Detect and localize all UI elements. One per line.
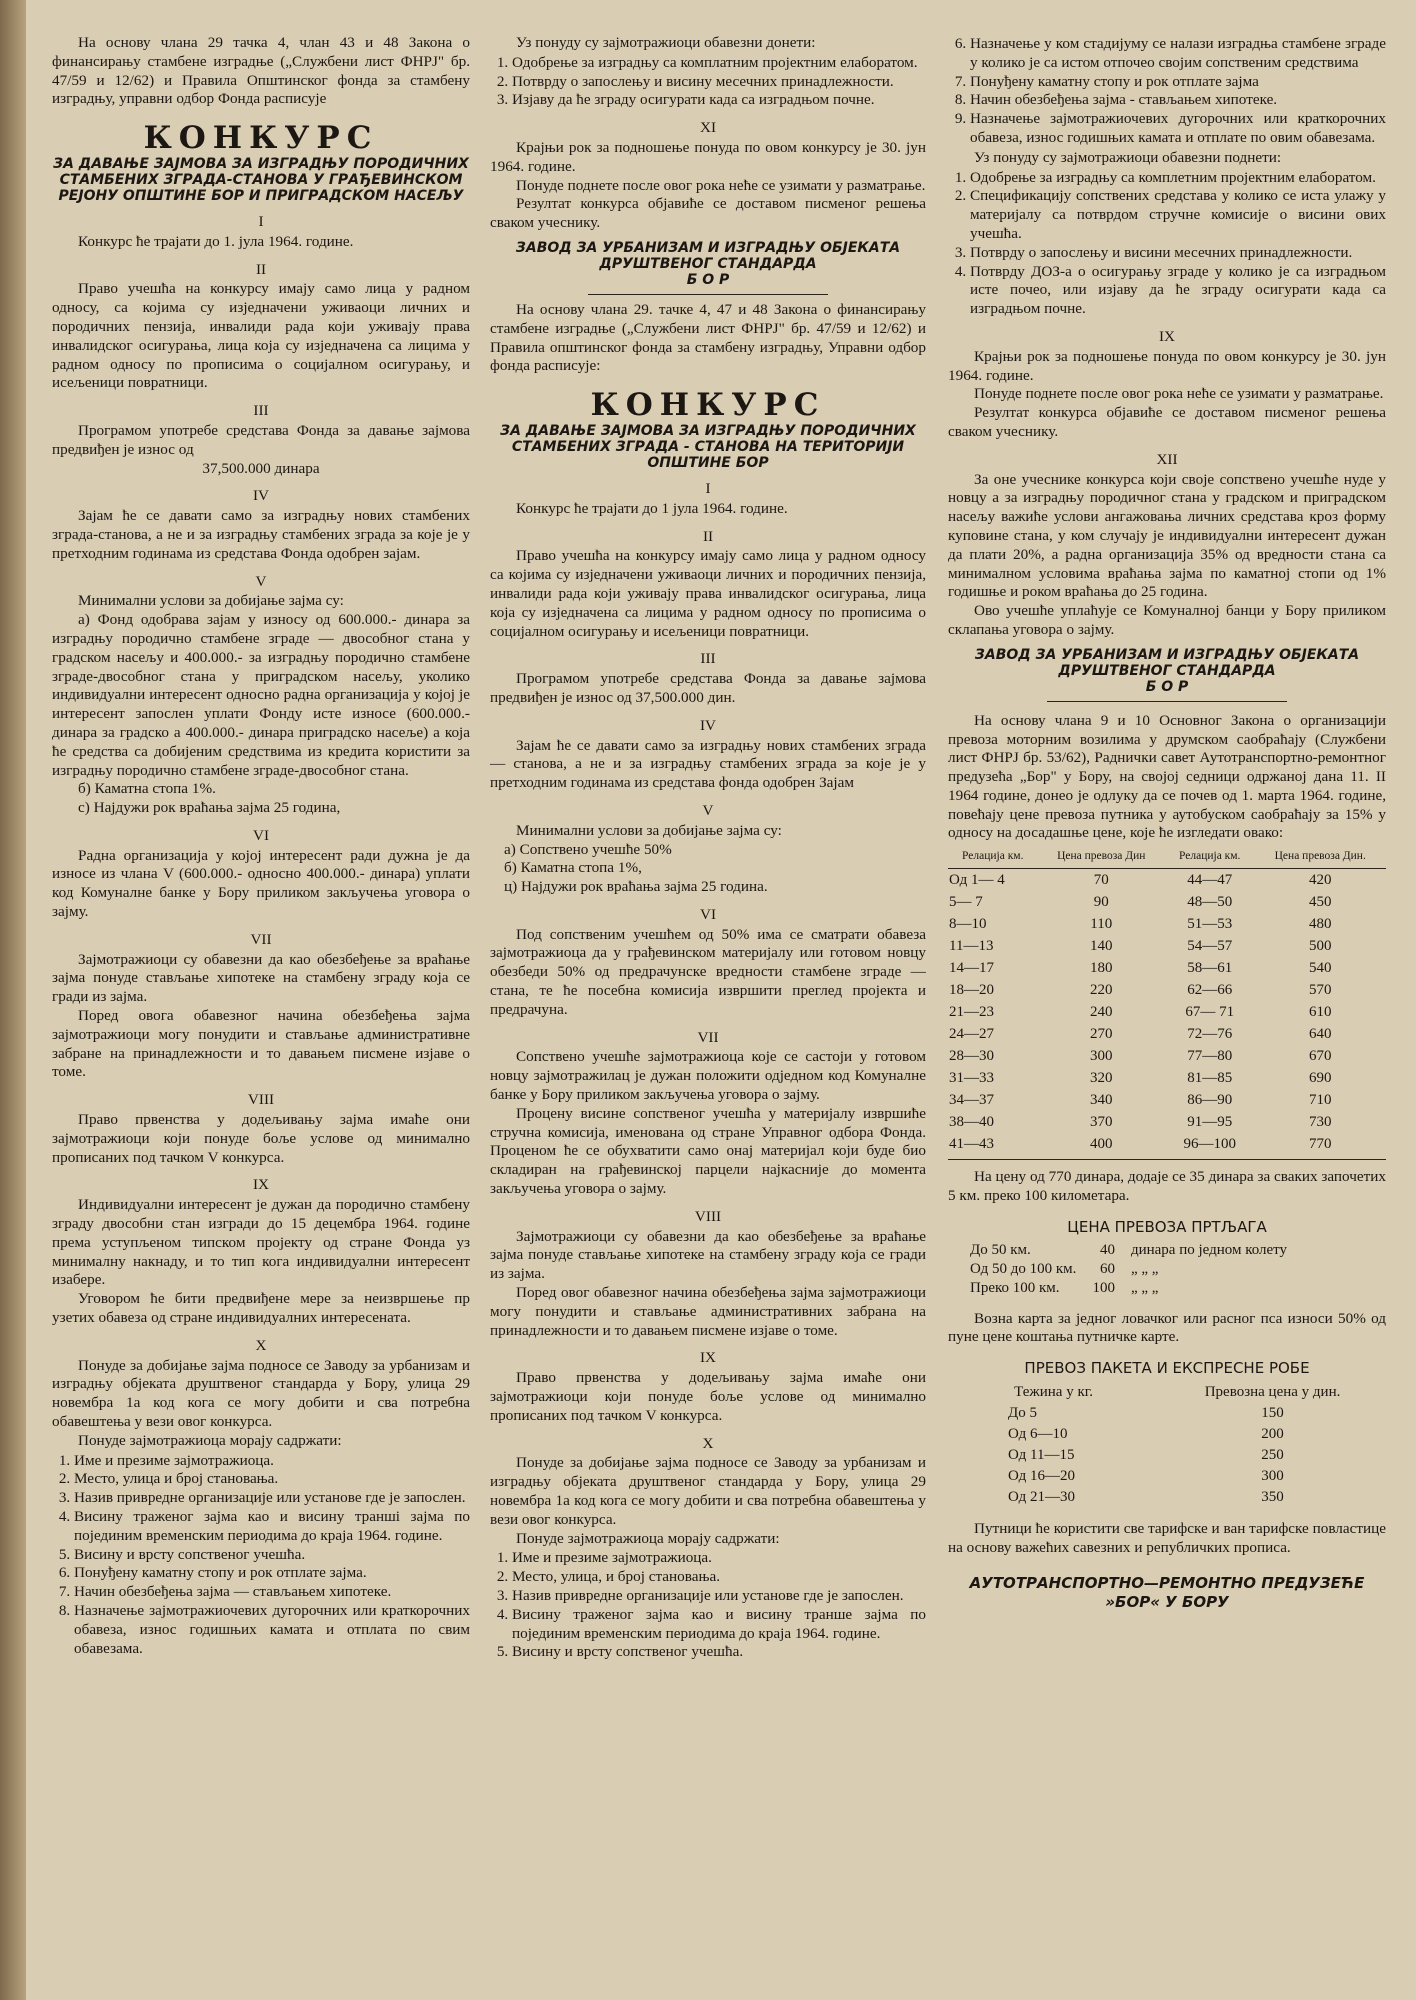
table-cell: 5— 7 xyxy=(949,894,983,911)
table-cell: 44—47 xyxy=(1187,872,1233,889)
list-item: 2. Спецификацију сопствених средстава у колико се иста улажу у материјалу са потврдом стручне комисије о висини ових учешћа. xyxy=(970,187,1386,243)
section-text: Понуде поднете после овог рока неће се узимати у разматрање. xyxy=(974,385,1384,403)
list-lead: Понуде зајмотражиоца морају садржати: xyxy=(516,1529,780,1547)
section-number: II xyxy=(702,527,714,545)
table-cell: До 5 xyxy=(1008,1405,1037,1422)
section-number: III xyxy=(700,650,716,668)
section-number: X xyxy=(255,1336,267,1354)
luggage-row xyxy=(962,1260,1295,1279)
table-cell: 420 xyxy=(1308,872,1332,889)
list-item: 3. Назив привредне организације или установе где је запослен. xyxy=(74,1489,470,1508)
section-text: Понуде за добијање зајма подносе се Заводу за урбанизам и изградњу објеката друштвеног стандарда у Бору, улица 29 новембра 1а код кога се могу добити и сва потребна обавештења у вези овог конкурса. xyxy=(490,1454,926,1528)
requirements-list xyxy=(52,1452,470,1659)
table-cell: 200 xyxy=(1261,1426,1284,1443)
luggage-title: ЦЕНА ПРЕВОЗА ПРТЉАГА xyxy=(1067,1217,1267,1236)
section-number: V xyxy=(702,801,714,819)
intro-text: На основу члана 29. тачке 4, 47 и 48 Закона о финансирању стамбене изградње („Службени лист ФНРЈ" бр. 47/59 и 12/62) и Правила општинског фонда за стамбену изградњу, Управни одбор фонда расписује: xyxy=(490,300,926,375)
section-number: I xyxy=(258,212,264,230)
column-1 xyxy=(52,34,470,1659)
table-cell: 610 xyxy=(1308,1004,1332,1021)
table-cell: 220 xyxy=(1089,982,1113,999)
table-cell: 62—66 xyxy=(1187,982,1233,999)
condition-a: а) Фонд одобрава зајам у износу од 600.000.- динара за изградњу породично стамбене зграде — двособног стана у градском насељу и 400.000.- за изградњу породично стамбене зграде-двособног стана у приградском насељу, уколико индивидуални интересент односно радна организација у којој је интересент запослен уплати Фонду исте износе (600.000.- динара за градско а 400.000.- динара приградско насеље) а која ће средства са добијеним средствима из кредита користити за изградњу породично стамбене зграде-двособног стана. xyxy=(52,611,470,779)
column-header: Релација км. xyxy=(948,849,1038,869)
section-text: Сопствено учешће зајмотражиоца које се састоји у готовом новцу зајмотражилац је дужан положити одједном код Комуналне банке у Бору приликом закључења уговора о зајму. xyxy=(490,1048,926,1104)
table-cell: Од 21—30 xyxy=(1008,1489,1076,1506)
table-cell: 250 xyxy=(1261,1447,1284,1464)
list-item: 5. Висину и врсту сопственог учешћа. xyxy=(74,1546,470,1565)
table-cell: 11—13 xyxy=(949,938,994,955)
list-item: 1. Одобрење за изградњу са комплатним пројектним елаборатом. xyxy=(512,54,926,73)
section-text: Програмом употребе средстава Фонда за давање зајмова предвиђен је износ од xyxy=(52,421,470,458)
table-cell: 48—50 xyxy=(1187,894,1233,911)
condition-c: ц) Најдужи рок враћања зајма 25 година. xyxy=(504,878,768,896)
konkurs-subtitle: ЗА ДАВАЊЕ ЗАЈМОВА ЗА ИЗГРАДЊУ ПОРОДИЧНИХ СТАМБЕНИХ ЗГРАДА - СТАНОВА НА ТЕРИТОРИЈИ ОПШТИНЕ БОР xyxy=(500,422,916,471)
fare-row xyxy=(948,913,1386,935)
table-cell: 91—95 xyxy=(1187,1114,1233,1131)
organization-signature: ЗАВОД ЗА УРБАНИЗАМ И ИЗГРАДЊУ ОБЈЕКАТА ДРУШТВЕНОГ СТАНДАРДА Б О Р xyxy=(974,646,1360,695)
table-cell: Од 50 до 100 км. xyxy=(970,1260,1077,1277)
list-lead: Понуде зајмотражиоца морају садржати: xyxy=(78,1431,342,1449)
table-cell: 90 xyxy=(1093,894,1109,911)
divider xyxy=(588,294,828,295)
parcel-row xyxy=(948,1487,1386,1508)
table-cell: 67— 71 xyxy=(1185,1004,1235,1021)
table-cell: До 50 км. xyxy=(970,1241,1031,1258)
table-cell: Преко 100 км. xyxy=(970,1279,1060,1296)
section-number: VIII xyxy=(247,1091,275,1109)
section-text: Право првенства у додељивању зајма имаће они зајмотражиоци који понуде боље услове од минимално прописаних под тачком V конкурса. xyxy=(490,1369,926,1424)
section-text: Зајмотражиоци су обавезни да као обезбеђење за враћање зајма понуде стављање хипотеке на стамбену зграду која се гради из зајма. xyxy=(52,950,470,1006)
table-cell: 150 xyxy=(1261,1405,1284,1422)
divider xyxy=(948,1159,1386,1160)
table-cell: 370 xyxy=(1089,1114,1113,1131)
table-cell: 320 xyxy=(1089,1070,1113,1087)
table-cell: 38—40 xyxy=(949,1114,994,1131)
table-cell: Од 11—15 xyxy=(1008,1447,1075,1464)
section-number: VI xyxy=(252,826,270,844)
company-signature: АУТОТРАНСПОРТНО—РЕМОНТНО ПРЕДУЗЕЋЕ »БОР« У БОРУ xyxy=(969,1573,1365,1611)
section-number: II xyxy=(255,260,267,278)
table-cell: 54—57 xyxy=(1187,938,1233,955)
column-header: Тежина у кг. xyxy=(1014,1384,1093,1401)
table-cell: 140 xyxy=(1089,938,1113,955)
luggage-row xyxy=(962,1241,1295,1260)
section-text: Индивидуални интересент је дужан да породично стамбену зграду двособни стан изгради до 15 децембра 1964. године према уступљеном типском пројекту од стране Фонда уз минималну накнаду, и то тип кога индивидуални интересент изабере. xyxy=(52,1196,470,1289)
table-cell: 500 xyxy=(1308,938,1332,955)
section-number: V xyxy=(255,572,267,590)
table-cell: 270 xyxy=(1089,1026,1113,1043)
table-cell: 41—43 xyxy=(949,1136,994,1153)
documents-list xyxy=(490,54,926,110)
fare-row xyxy=(948,1133,1386,1155)
column-2 xyxy=(490,34,926,1663)
section-number: VI xyxy=(699,905,717,923)
list-lead: Уз понуду су зајмотражиоци обавезни донети: xyxy=(516,34,816,51)
fare-row xyxy=(948,869,1386,892)
konkurs-subtitle: ЗА ДАВАЊЕ ЗАЈМОВА ЗА ИЗГРАДЊУ ПОРОДИЧНИХ СТАМБЕНИХ ЗГРАДА-СТАНОВА У ГРАЂЕВИНСКОМ РЕЈОНУ ОПШТИНЕ БОР И ПРИГРАДСКОМ НАСЕЉУ xyxy=(53,155,469,204)
table-cell: 40 xyxy=(1099,1241,1115,1258)
table-cell: 100 xyxy=(1092,1279,1115,1296)
dog-ticket-note: Возна карта за једног ловачког или расног пса износи 50% од пуне цене коштања путничке карте. xyxy=(948,1309,1386,1346)
table-cell: 14—17 xyxy=(949,960,994,977)
fare-row xyxy=(948,1067,1386,1089)
section-text: Право учешћа на конкурсу имају само лица у радном односу са којима су изједначени уживаоци личних и породичних пензија, инвалиди рада који уживају права инвалидског осигурања, лица која су изједначена са лицима у радном односу по прописима о социјалном осигурању и исељеници повратници. xyxy=(490,547,926,640)
section-text: Резултат конкурса објавиће се доставом писменог решења сваком учеснику. xyxy=(948,404,1386,440)
condition-c: с) Најдужи рок враћања зајма 25 година, xyxy=(78,799,341,817)
section-text: Под сопственим учешћем од 50% има се сматрати обавеза зајмотражиоца да у грађевинском материјалу или готовом новцу обезбеди 50% од предрачунске вредности стамбене зграде — стана, те ће посебна комисија извршити преглед пројекта и предрачуна. xyxy=(490,925,926,1018)
fare-surcharge-note: На цену од 770 динара, додаје се 35 динара за сваких започетих 5 км. преко 100 километара. xyxy=(948,1168,1386,1205)
column-3 xyxy=(948,34,1386,1612)
fare-row xyxy=(948,1111,1386,1133)
section-number: I xyxy=(705,479,711,497)
section-number: IV xyxy=(699,716,717,734)
table-cell: 77—80 xyxy=(1187,1048,1233,1065)
parcel-table-body xyxy=(948,1403,1386,1508)
table-cell: „ „ „ xyxy=(1130,1260,1159,1277)
section-number: VII xyxy=(697,1028,719,1046)
table-cell: 340 xyxy=(1089,1092,1113,1109)
section-text: Резултат конкурса објавиће се доставом писменог решења сваком учеснику. xyxy=(490,195,926,232)
table-cell: 86—90 xyxy=(1187,1092,1233,1109)
fare-row xyxy=(948,1001,1386,1023)
list-item: 3. Изјаву да ће зграду осигурати када са изградњом почне. xyxy=(512,91,926,110)
fare-row xyxy=(948,957,1386,979)
fare-row xyxy=(948,1089,1386,1111)
section-number: III xyxy=(253,402,269,420)
fare-row xyxy=(948,1023,1386,1045)
table-cell: Од 1— 4 xyxy=(949,872,1005,889)
parcel-row xyxy=(948,1424,1386,1445)
list-item: 1. Одобрење за изградњу са комплетним пројектним елаборатом. xyxy=(970,169,1386,188)
list-item: 9. Назначење зајмотражиочевих дугорочних или краткорочних обавеза, износ годишњих камата и отплате по овим обавезама. xyxy=(970,110,1386,148)
condition-b: б) Каматна стопа 1%, xyxy=(504,859,642,877)
list-item: 6. Понуђену каматну стопу и рок отплате зајма. xyxy=(74,1564,470,1583)
table-cell: 18—20 xyxy=(949,982,994,999)
section-text: Зајам ће се давати само за изградњу нових стамбених зграда-станова, а не и за изградњу стамбених зграда за које је у претходним годинама из средстава Фонда одобрен зајам. xyxy=(52,507,470,562)
section-text: За оне учеснике конкурса који своје сопствено учешће нуде у новцу а за изградњу породичног стана у градском и приградском насељу важиће услови ангажовања личних средстава кроз форму куповине стана, у ком случају је индивидуални интересент дужан да плати 20%, а радна организација 35% од вредности стана са минималном условима враћања зајма по каматној стопи од 1% годишње и роком враћања до 25 година. xyxy=(948,470,1386,601)
section-text: Ово учешће уплаћује се Комуналној банци у Бору приликом склапања уговора о зајму. xyxy=(948,602,1386,638)
list-item: 2. Потврду о запослењу и висину месечних принадлежности. xyxy=(512,73,926,92)
fare-notice: На основу члана 9 и 10 Основног Закона о организацији превоза моторним возилима у друмском саобраћају (Службени лист ФНРЈ бр. 53/62), Раднички савет Аутотранспортно-ремонтног предузећа „Бор" у Бору, на својој седници одржаној дана 11. II 1964 године, донео је одлуку да се почев од 1. марта 1964. године, повећају цене превоза путника у аутобуском саобраћају за 15% у односу на досадашње цене, које ће изгледати овако: xyxy=(948,711,1386,842)
condition-a: а) Сопствено учешће 50% xyxy=(504,840,672,858)
list-item: 5. Висину и врсту сопственог учешћа. xyxy=(512,1643,926,1662)
section-number: IX xyxy=(1158,327,1176,345)
list-item: 4. Висину траженог зајма као и висину траншe зајма по појединим временским периодима до краја 1964. године. xyxy=(512,1606,926,1644)
fare-table xyxy=(948,849,1386,1155)
list-item: 3. Потврду о запослењу и висини месечних принадлежности. xyxy=(970,244,1386,263)
table-cell: 300 xyxy=(1261,1468,1284,1485)
table-cell: 480 xyxy=(1308,916,1332,933)
intro-text: На основу члана 29 тачка 4, члан 43 и 48 Закона о финансирању стамбене изградње („Службени лист ФНРЈ" бр. 47/59 и 12/62) и Правила Општинског фонда за стамбену изградњу, управни одбор Фонда расписује xyxy=(52,34,470,108)
section-number: VII xyxy=(250,930,272,948)
table-cell: 450 xyxy=(1308,894,1332,911)
table-cell: 540 xyxy=(1308,960,1332,977)
section-text: Конкурс ће трајати до 1 јула 1964. године. xyxy=(516,499,788,517)
list-item: 2. Место, улица и број становања. xyxy=(74,1470,470,1489)
loan-amount: 37,500.000 динара xyxy=(202,459,320,477)
section-text: Поред овога обавезног начина обезбеђења зајма зајмотражиоци могу понудити и стављање административне забране на принадлежности и то давањем писмене изјаве о томе. xyxy=(52,1007,470,1081)
table-cell: 60 xyxy=(1099,1260,1115,1277)
section-text: Право првенства у додељивању зајма имаће они зајмотражиоци који понуде боље услове од минимално прописаних под тачком V конкурса. xyxy=(52,1111,470,1166)
column-header: Цена превоза Дин. xyxy=(1254,849,1386,869)
table-cell: 81—85 xyxy=(1187,1070,1233,1087)
section-number: X xyxy=(702,1434,714,1452)
section-number: IX xyxy=(699,1349,717,1367)
section-text: Процену висине сопственог учешћа у материјалу извршиће стручна комисија, именована од стране Управног одбора Фонда. Проценом ће се обухватити само онај материјал који буде био складиран на грађевинској парцели најкасније до момента закључења уговора о зајму. xyxy=(490,1104,926,1198)
column-header: Превозна цена у дин. xyxy=(1204,1384,1341,1401)
section-number: XII xyxy=(1156,450,1178,468)
section-number: IV xyxy=(252,487,270,505)
parcel-row xyxy=(948,1445,1386,1466)
luggage-table xyxy=(962,1241,1295,1298)
list-item: 6. Назначење у ком стадијуму се налази изградња стамбене зграде у колико је са истом отпочео својим сопственим средствима xyxy=(970,35,1386,73)
parcel-row xyxy=(948,1466,1386,1487)
section-text: Крајњи рок за подношење понуда по овом конкурсу је 30. јун 1964. године. xyxy=(948,347,1386,384)
requirements-list-continued xyxy=(948,35,1386,148)
column-header: Цена превоза Дин xyxy=(1038,849,1165,869)
konkurs-title: КОНКУРС xyxy=(143,120,379,157)
fare-row xyxy=(948,935,1386,957)
table-header-row xyxy=(948,1382,1386,1403)
table-cell: Од 6—10 xyxy=(1008,1426,1068,1443)
section-text: Конкурс ће трајати до 1. јула 1964. године. xyxy=(78,232,354,250)
table-cell: 110 xyxy=(1090,916,1113,933)
binding-edge xyxy=(0,0,26,2000)
table-cell: 350 xyxy=(1261,1489,1284,1506)
requirements-list xyxy=(490,1549,926,1662)
table-cell: 51—53 xyxy=(1187,916,1233,933)
section-text: Радна организација у којој интересент ради дужна је да износе из члана V (600.000.- односно 400.000.- динара) уплати код Комуналне банке у Бору приликом закључења уговора о зајму. xyxy=(52,846,470,921)
list-item: 2. Место, улица, и број становања. xyxy=(512,1568,926,1587)
section-text: Право учешћа на конкурсу имају само лица у радном односу, са којима су изједначени уживаоци личних и породичних пензија, инвалиди рада који уживају права инвалидског осигурања, лица која су изједначена са лицима у радном односу по прописима о социјалном осигурању, и исељеници повратници. xyxy=(52,280,470,392)
section-text: Зајам ће се давати само за изградњу нових стамбених зграда — станова, а не и за изградњу стамбених зграда за које је у претходним годинама из средстава фонда одобрен Зајам xyxy=(490,736,926,792)
section-text: Крајњи рок за подношење понуда по овом конкурсу је 30. јун 1964. године. xyxy=(490,138,926,175)
table-cell: 96—100 xyxy=(1183,1136,1236,1153)
divider xyxy=(1047,701,1288,702)
table-cell: „ „ „ xyxy=(1130,1279,1159,1296)
list-item: 3. Назив привредне организације или установе где је запослен. xyxy=(512,1587,926,1606)
table-cell: 300 xyxy=(1089,1048,1113,1065)
column-header: Релација км. xyxy=(1165,849,1255,869)
section-text: Понуде за добијање зајма подносе се Заводу за урбанизам и изградњу објеката друштвеног стандарда у Бору, улица 29 новембра 1а код кога се могу добити и сва потребна обавештења у вези овог конкурса. xyxy=(52,1356,470,1430)
luggage-row xyxy=(962,1279,1295,1298)
table-cell: 28—30 xyxy=(949,1048,994,1065)
list-item: 8. Назначење зајмотражиочевих дугорочних или краткорочних обавеза, износ годишњих камата и отплата по свим обавезама. xyxy=(74,1602,470,1658)
section-text: Поред овог обавезног начина обезбеђења зајма зајмотражиоци могу понудити и стављање административних забрана на принадлежности и то давањем писмене изјаве о томе. xyxy=(490,1284,926,1339)
section-text: Минимални услови за добијање зајма су: xyxy=(78,592,344,610)
parcel-row xyxy=(948,1403,1386,1424)
section-text: Понуде поднете после овог рока неће се узимати у разматрање. xyxy=(516,176,926,194)
list-item: 1. Име и презиме зајмотражиоца. xyxy=(512,1549,926,1568)
fare-row xyxy=(948,1045,1386,1067)
table-cell: 770 xyxy=(1308,1136,1332,1153)
table-cell: 640 xyxy=(1308,1026,1332,1043)
list-lead: Уз понуду су зајмотражиоци обавезни поднети: xyxy=(974,148,1282,166)
table-cell: 690 xyxy=(1308,1070,1332,1087)
closing-note: Путници ће користити све тарифске и ван тарифске повластице на основу важећих савезних и републичких прописа. xyxy=(948,1520,1386,1556)
konkurs-title: КОНКУРС xyxy=(590,387,826,424)
table-cell: 70 xyxy=(1093,872,1109,889)
list-item: 7. Понуђену каматну стопу и рок отплате зајма xyxy=(970,73,1386,92)
table-cell: 710 xyxy=(1308,1092,1332,1109)
table-cell: Од 16—20 xyxy=(1008,1468,1076,1485)
table-cell: 72—76 xyxy=(1187,1026,1233,1043)
condition-b: б) Каматна стопа 1%. xyxy=(78,780,216,798)
fare-row xyxy=(948,891,1386,913)
table-cell: 34—37 xyxy=(949,1092,994,1109)
table-cell: 670 xyxy=(1308,1048,1332,1065)
table-cell: 31—33 xyxy=(949,1070,994,1087)
list-item: 7. Начин обезбеђења зајма — стављањем хипотеке. xyxy=(74,1583,470,1602)
documents-list xyxy=(948,169,1386,319)
table-cell: 21—23 xyxy=(949,1004,994,1021)
table-cell: 180 xyxy=(1089,960,1113,977)
table-cell: 24—27 xyxy=(949,1026,994,1043)
table-cell: 570 xyxy=(1308,982,1332,999)
table-cell: 730 xyxy=(1308,1114,1332,1131)
luggage-table-body xyxy=(962,1241,1295,1298)
list-item: 4. Висину траженог зајма као и висину траншi зајма по појединим временским периодима до краја 1964. године. xyxy=(74,1508,470,1546)
section-text: Програмом употребе средстава Фонда за давање зајмова предвиђен је износ од 37,500.000 дин. xyxy=(490,670,926,706)
table-cell: 58—61 xyxy=(1187,960,1233,977)
table-cell: динара по једном колету xyxy=(1130,1241,1288,1258)
table-header-row xyxy=(948,849,1386,869)
table-cell: 240 xyxy=(1089,1004,1113,1021)
section-text: Уговором ће бити предвиђене мере за неизвршење пр узетих обавеза од стране индивидуалних интересената. xyxy=(52,1290,470,1327)
parcel-table xyxy=(948,1382,1386,1508)
section-text: Минимални услови за добијање зајма су: xyxy=(516,821,782,839)
fare-table-body xyxy=(948,869,1386,1156)
section-number: XI xyxy=(699,119,717,137)
fare-row xyxy=(948,979,1386,1001)
section-text: Зајмотражиоци су обавезни да као обезбеђење за враћање зајма понуде стављање хипотеке на стамбену зграду која се гради из зајма. xyxy=(490,1227,926,1283)
list-item: 1. Име и презиме зајмотражиоца. xyxy=(74,1452,470,1471)
list-item: 8. Начин обезбеђења зајма - стављањем хипотеке. xyxy=(970,91,1386,110)
table-cell: 8—10 xyxy=(949,916,987,933)
parcel-title: ПРЕВОЗ ПАКЕТА И ЕКСПРЕСНЕ РОБЕ xyxy=(1024,1359,1310,1378)
section-number: VIII xyxy=(694,1207,722,1225)
table-cell: 400 xyxy=(1089,1136,1113,1153)
list-item: 4. Потврду ДОЗ-а о осигурању зграде у колико је са изградњом исте почео, или изјаву да ће зграду осигурати када са изградњом почне. xyxy=(970,263,1386,319)
organization-signature: ЗАВОД ЗА УРБАНИЗАМ И ИЗГРАДЊУ ОБЈЕКАТА ДРУШТВЕНОГ СТАНДАРДА Б О Р xyxy=(515,239,901,288)
section-number: IX xyxy=(252,1176,270,1194)
